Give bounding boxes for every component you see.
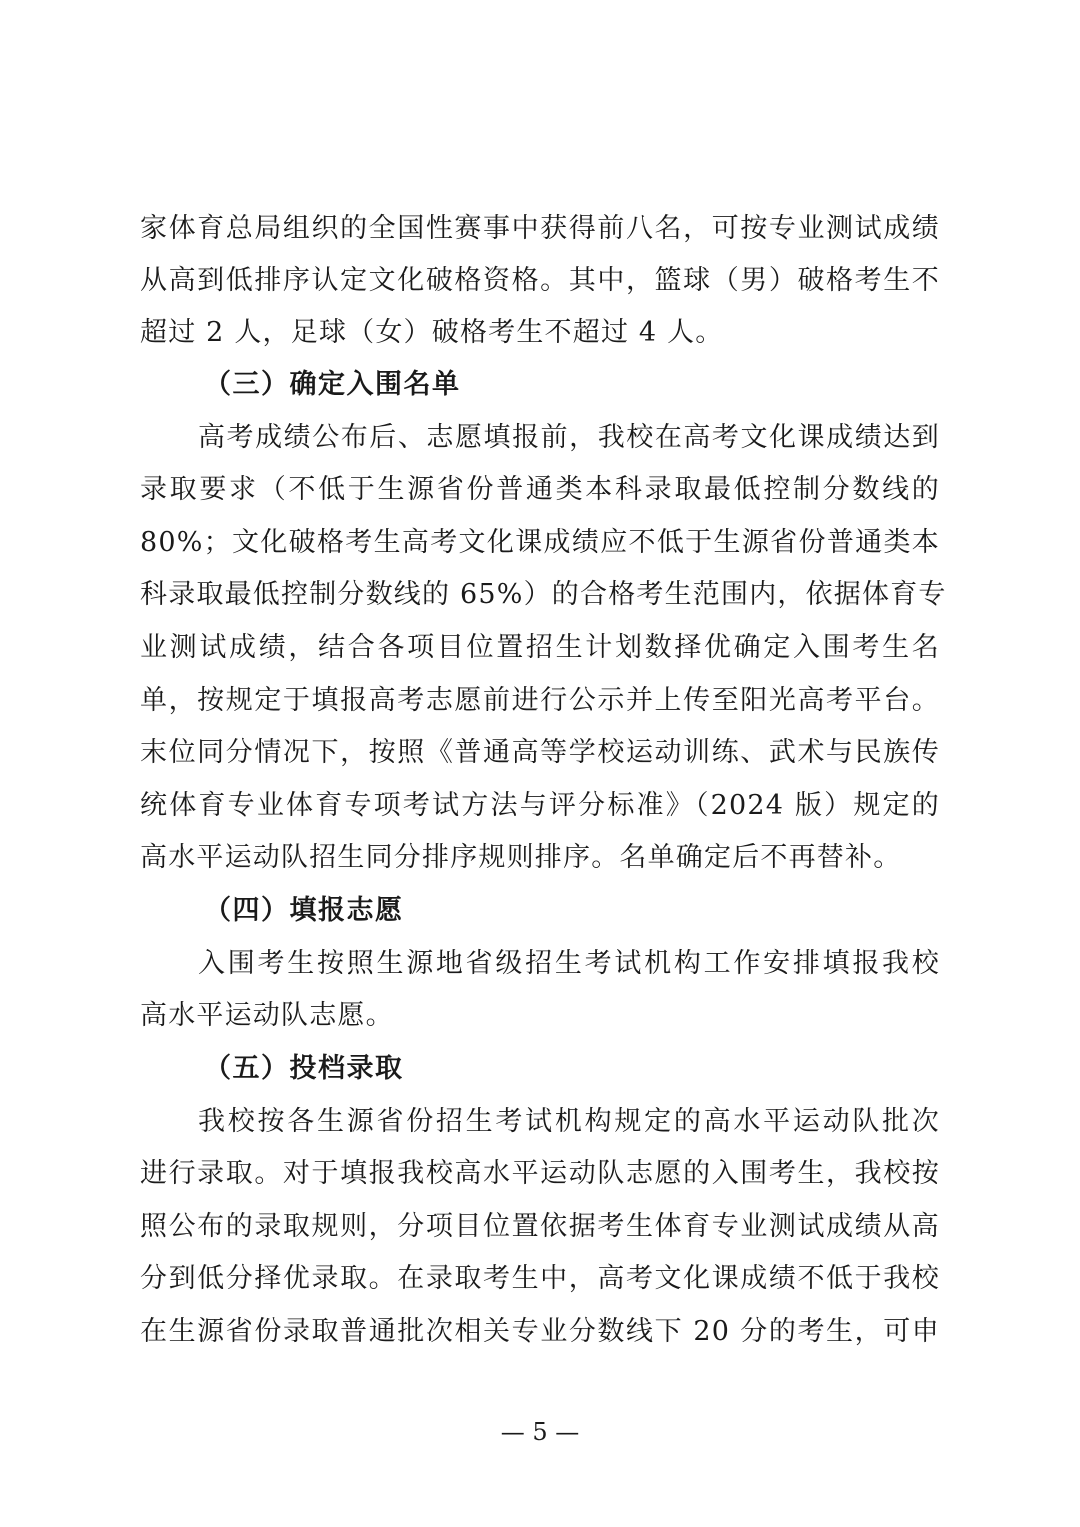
paragraph-line: 照公布的录取规则，分项目位置依据考生体育专业测试成绩从高 (140, 1211, 940, 1242)
paragraph-line: 超过 2 人，足球（女）破格考生不超过 4 人。 (140, 317, 724, 348)
paragraph-line: 进行录取。对于填报我校高水平运动队志愿的入围考生，我校按 (140, 1158, 940, 1189)
paragraph-line: 业测试成绩，结合各项目位置招生计划数择优确定入围考生名 (140, 632, 940, 663)
paragraph-line: 入围考生按照生源地省级招生考试机构工作安排填报我校 (198, 948, 940, 979)
section-heading-3: （三）确定入围名单 (204, 369, 461, 400)
section-heading-4: （四）填报志愿 (204, 895, 404, 926)
paragraph-line: 单，按规定于填报高考志愿前进行公示并上传至阳光高考平台。 (140, 685, 940, 716)
paragraph-line: 家体育总局组织的全国性赛事中获得前八名，可按专业测试成绩 (140, 213, 940, 244)
section-heading-5: （五）投档录取 (204, 1053, 404, 1084)
paragraph-line: 统体育专业体育专项考试方法与评分标准》（2024 版）规定的 (140, 790, 940, 821)
paragraph-line: 在生源省份录取普通批次相关专业分数线下 20 分的考生，可申 (140, 1316, 940, 1347)
paragraph-line: 末位同分情况下，按照《普通高等学校运动训练、武术与民族传 (140, 737, 940, 768)
paragraph-line: 科录取最低控制分数线的 65%）的合格考生范围内，依据体育专 (140, 579, 947, 610)
paragraph-line: 高水平运动队志愿。 (140, 1000, 394, 1031)
paragraph-line: 录取要求（不低于生源省份普通类本科录取最低控制分数线的 (140, 474, 940, 505)
page-number: — 5 — (500, 1418, 580, 1446)
paragraph-line: 分到低分择优录取。在录取考生中，高考文化课成绩不低于我校 (140, 1263, 940, 1294)
paragraph-line: 我校按各生源省份招生考试机构规定的高水平运动队批次 (198, 1106, 940, 1137)
paragraph-line: 从高到低排序认定文化破格资格。其中，篮球（男）破格考生不 (140, 265, 940, 296)
paragraph-line: 80%；文化破格考生高考文化课成绩应不低于生源省份普通类本 (140, 527, 940, 558)
paragraph-line: 高考成绩公布后、志愿填报前，我校在高考文化课成绩达到 (198, 422, 940, 453)
paragraph-line: 高水平运动队招生同分排序规则排序。名单确定后不再替补。 (140, 842, 902, 873)
